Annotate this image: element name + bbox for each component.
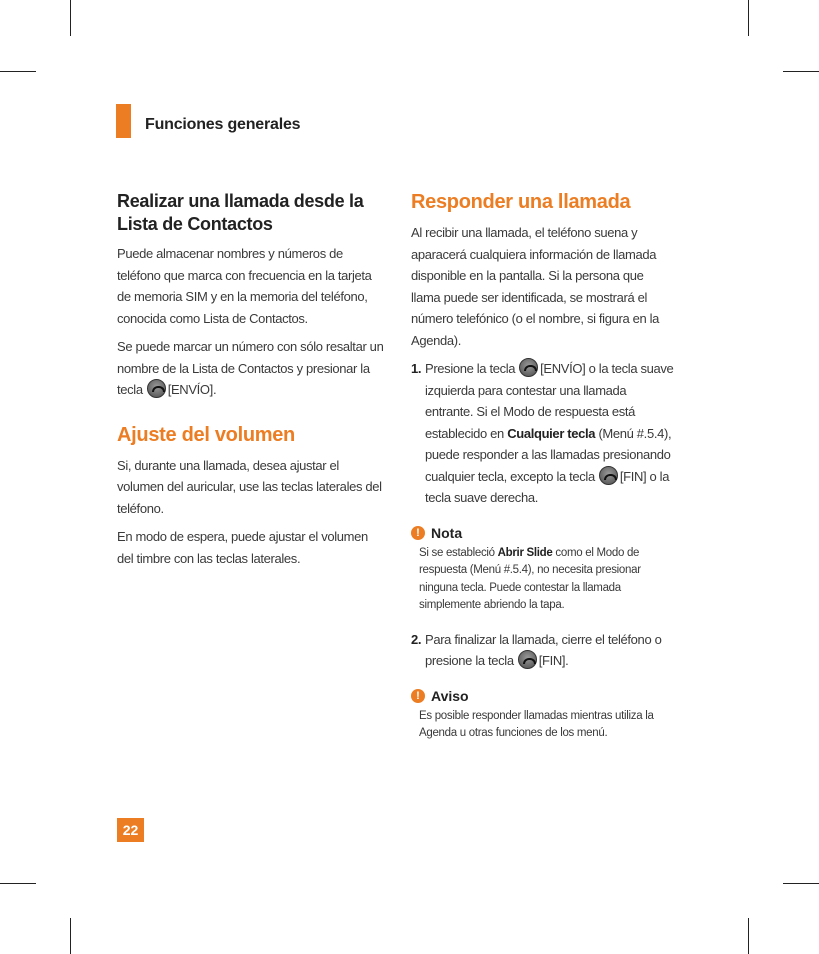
crop-mark <box>0 883 36 884</box>
text: Presione la tecla <box>425 361 516 376</box>
section-marker <box>116 104 131 138</box>
text: [ENVÍO] o la tecla suave izquierda para contestar una llamada entrante. Si el Modo de respuesta está establecido en <box>425 361 674 441</box>
text: Se puede marcar un número con sólo resaltar un nombre de la Lista de Contactos y presionar la tecla <box>117 339 384 397</box>
text: (Menú #.5.4), puede responder a las llamadas presionando cualquier tecla, excepto la tecla <box>425 425 672 484</box>
end-key-icon <box>518 650 537 669</box>
note-title: Nota <box>431 524 463 541</box>
crop-mark <box>783 883 819 884</box>
list-item <box>411 629 676 672</box>
crop-mark <box>0 71 36 72</box>
right-column <box>411 190 676 743</box>
text: [ENVÍO]. <box>167 382 217 397</box>
text: Para finalizar la llamada, cierre el teléfono o presione la tecla <box>425 631 662 668</box>
crop-mark <box>70 0 71 36</box>
list-item <box>411 358 676 509</box>
send-key-icon <box>519 358 538 377</box>
exclamation-icon: ! <box>411 526 425 540</box>
text: [FIN]. <box>538 653 569 668</box>
crop-mark <box>748 0 749 36</box>
step-number: 1. <box>411 361 422 376</box>
emphasis: Cualquier tecla <box>507 425 596 441</box>
heading-volume: Ajuste del volumen <box>117 423 295 446</box>
section-title: Funciones generales <box>145 116 301 133</box>
paragraph: En modo de espera, puede ajustar el volumen del timbre con las teclas laterales. <box>117 529 368 566</box>
aviso-body: Es posible responder llamadas mientras utiliza la Agenda u otras funciones de los menú. <box>419 709 654 739</box>
emphasis: Abrir Slide <box>497 546 553 559</box>
heading-call-from-contacts: Realizar una llamada desde la Lista de Contactos <box>117 191 364 234</box>
aviso-title: Aviso <box>431 687 469 704</box>
left-column <box>117 190 387 576</box>
crop-mark <box>783 71 819 72</box>
note-heading <box>411 525 676 541</box>
crop-mark <box>70 918 71 954</box>
end-key-icon <box>599 466 618 485</box>
step-number: 2. <box>411 631 422 647</box>
aviso-heading <box>411 688 676 704</box>
text: [FIN] o la tecla suave derecha. <box>425 468 670 505</box>
paragraph: Puede almacenar nombres y números de teléfono que marca con frecuencia en la tarjeta de memoria SIM y en la memoria del teléfono, conocida como Lista de Contactos. <box>117 246 372 326</box>
text: como el Modo de respuesta (Menú #.5.4), no necesita presionar ninguna tecla. Puede contestar la llamada simplemente abriendo la tapa. <box>419 546 641 611</box>
text: Si se estableció <box>419 546 495 559</box>
crop-mark <box>748 918 749 954</box>
paragraph <box>117 336 387 401</box>
heading-answer-call: Responder una llamada <box>411 191 631 213</box>
exclamation-icon: ! <box>411 689 425 703</box>
note-body <box>419 545 676 615</box>
page-number: 22 <box>117 818 144 842</box>
paragraph: Si, durante una llamada, desea ajustar el volumen del auricular, use las teclas laterales del teléfono. <box>117 457 382 516</box>
paragraph: Al recibir una llamada, el teléfono suena y aparacerá cualquiera información de llamada disponible en la pantalla. Si la persona que llama puede ser identificada, se mostrará el número telefónico (o el nombre, si figura en la Agenda). <box>411 225 660 348</box>
send-key-icon <box>147 379 166 398</box>
